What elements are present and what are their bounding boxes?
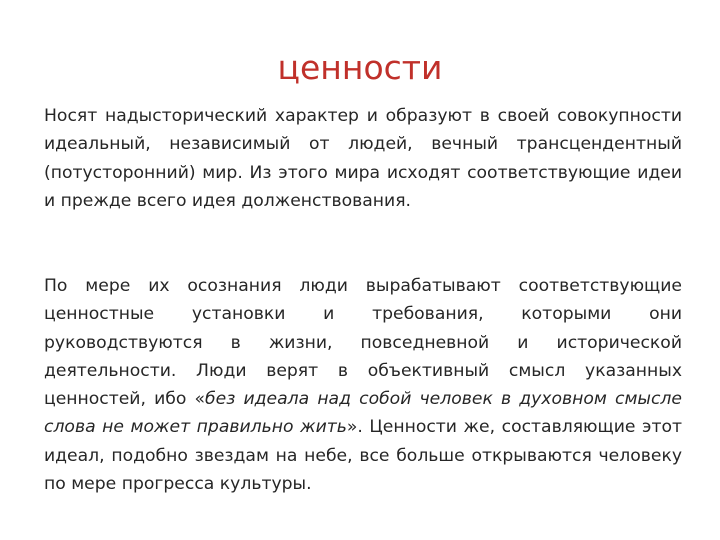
paragraph-1: Носят надысторический характер и образуют в своей совокупности идеальный, независимый от людей, вечный трансцендентный (потусторонний) мир. Из этого мира исходят соответствующие идеи и прежде всего идея долженствования. xyxy=(44,106,682,211)
slide-title: ценности xyxy=(277,48,443,87)
paragraph-2 xyxy=(44,272,682,498)
paragraph-2-quote: без идеала над собой человек в духовном смысле слова не может правильно жить xyxy=(44,389,682,438)
paragraph-2-start: По мере их осознания люди вырабатывают соответствующие ценностные установки и требования, которыми они руководствуются в жизни, повседневной и исторической деятельности. Люди верят в объективный смысл указанных ценностей, ибо « xyxy=(44,276,682,410)
paragraph-2-end: ». Ценности же, составляющие этот идеал, подобно звездам на небе, все больше открываются человеку по мере прогресса культуры. xyxy=(44,417,682,495)
